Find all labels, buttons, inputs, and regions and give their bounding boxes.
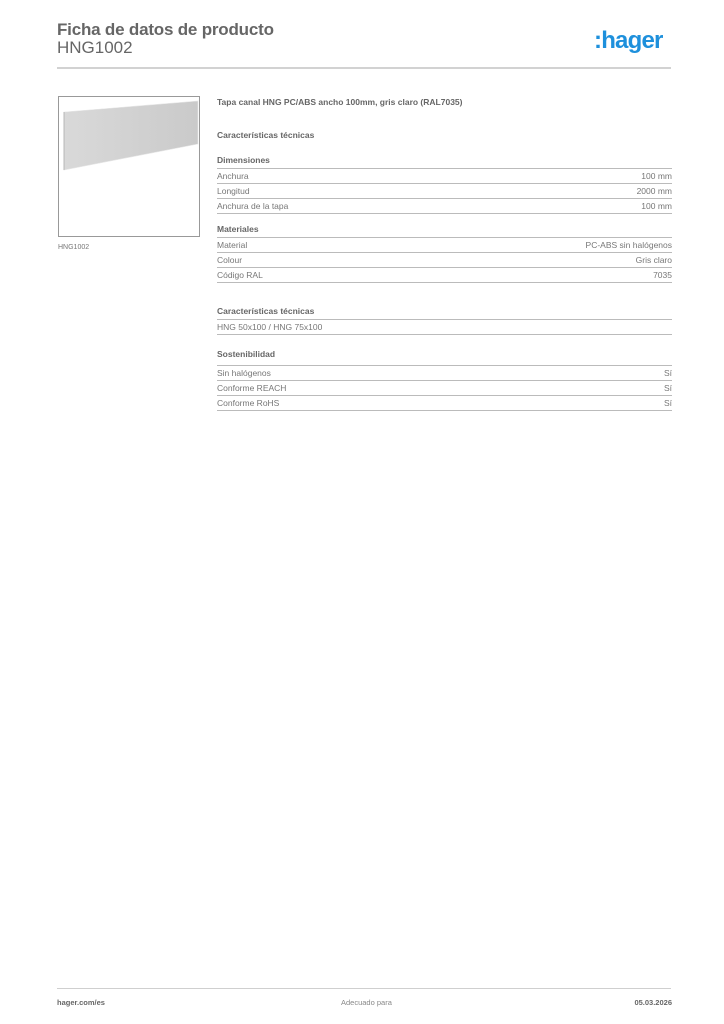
spec-value: Sí bbox=[663, 383, 672, 393]
footer-divider bbox=[57, 988, 671, 989]
sustainability-section bbox=[217, 348, 672, 411]
spec-label: Anchura bbox=[217, 171, 249, 181]
spec-value: Sí bbox=[663, 368, 672, 378]
spec-row bbox=[217, 253, 672, 268]
spec-label: Código RAL bbox=[217, 270, 263, 280]
footer-date: 05.03.2026 bbox=[634, 998, 672, 1007]
spec-label: Sin halógenos bbox=[217, 368, 271, 378]
spec-value: 2000 mm bbox=[636, 186, 672, 196]
product-image-frame bbox=[58, 96, 200, 237]
spec-label: HNG 50x100 / HNG 75x100 bbox=[217, 322, 323, 332]
spec-row bbox=[217, 381, 672, 396]
product-code: HNG1002 bbox=[57, 38, 133, 57]
spec-row bbox=[217, 366, 672, 381]
hager-logo: :hager bbox=[594, 27, 663, 54]
spec-label: Anchura de la tapa bbox=[217, 201, 289, 211]
footer-center-text: Adecuado para bbox=[341, 998, 392, 1007]
spec-row bbox=[217, 184, 672, 199]
image-caption: HNG1002 bbox=[58, 244, 90, 251]
spec-row bbox=[217, 199, 672, 214]
spec-row bbox=[217, 396, 672, 411]
tech-heading: Características técnicas bbox=[217, 130, 315, 140]
dimensions-section bbox=[217, 154, 672, 214]
materials-section bbox=[217, 223, 672, 283]
spec-column bbox=[217, 96, 672, 411]
spec-label: Conforme RoHS bbox=[217, 398, 280, 408]
spec-row bbox=[217, 169, 672, 184]
spec-value: 100 mm bbox=[641, 171, 672, 181]
spec-value: PC-ABS sin halógenos bbox=[585, 240, 672, 250]
spec-row bbox=[217, 238, 672, 253]
header-divider bbox=[57, 67, 671, 69]
spec-row bbox=[217, 320, 672, 335]
section-heading: Dimensiones bbox=[217, 154, 672, 169]
spec-label: Conforme REACH bbox=[217, 383, 287, 393]
cable-trunking-cover-image bbox=[59, 97, 199, 236]
spec-value: Gris claro bbox=[635, 255, 672, 265]
spec-label: Material bbox=[217, 240, 248, 250]
doc-title: Ficha de datos de producto bbox=[57, 20, 274, 39]
spec-value: 100 mm bbox=[641, 201, 672, 211]
compatibility-section bbox=[217, 305, 672, 335]
section-heading: Sostenibilidad bbox=[217, 348, 672, 366]
spec-value: 7035 bbox=[653, 270, 672, 280]
spec-label: Longitud bbox=[217, 186, 250, 196]
spec-row bbox=[217, 268, 672, 283]
section-heading: Características técnicas bbox=[217, 305, 672, 320]
spec-label: Colour bbox=[217, 255, 243, 265]
spec-value: Sí bbox=[663, 398, 672, 408]
section-heading: Materiales bbox=[217, 223, 672, 238]
footer-website-link[interactable]: hager.com/es bbox=[57, 998, 105, 1007]
product-description: Tapa canal HNG PC/ABS ancho 100mm, gris claro (RAL7035) bbox=[217, 97, 463, 107]
